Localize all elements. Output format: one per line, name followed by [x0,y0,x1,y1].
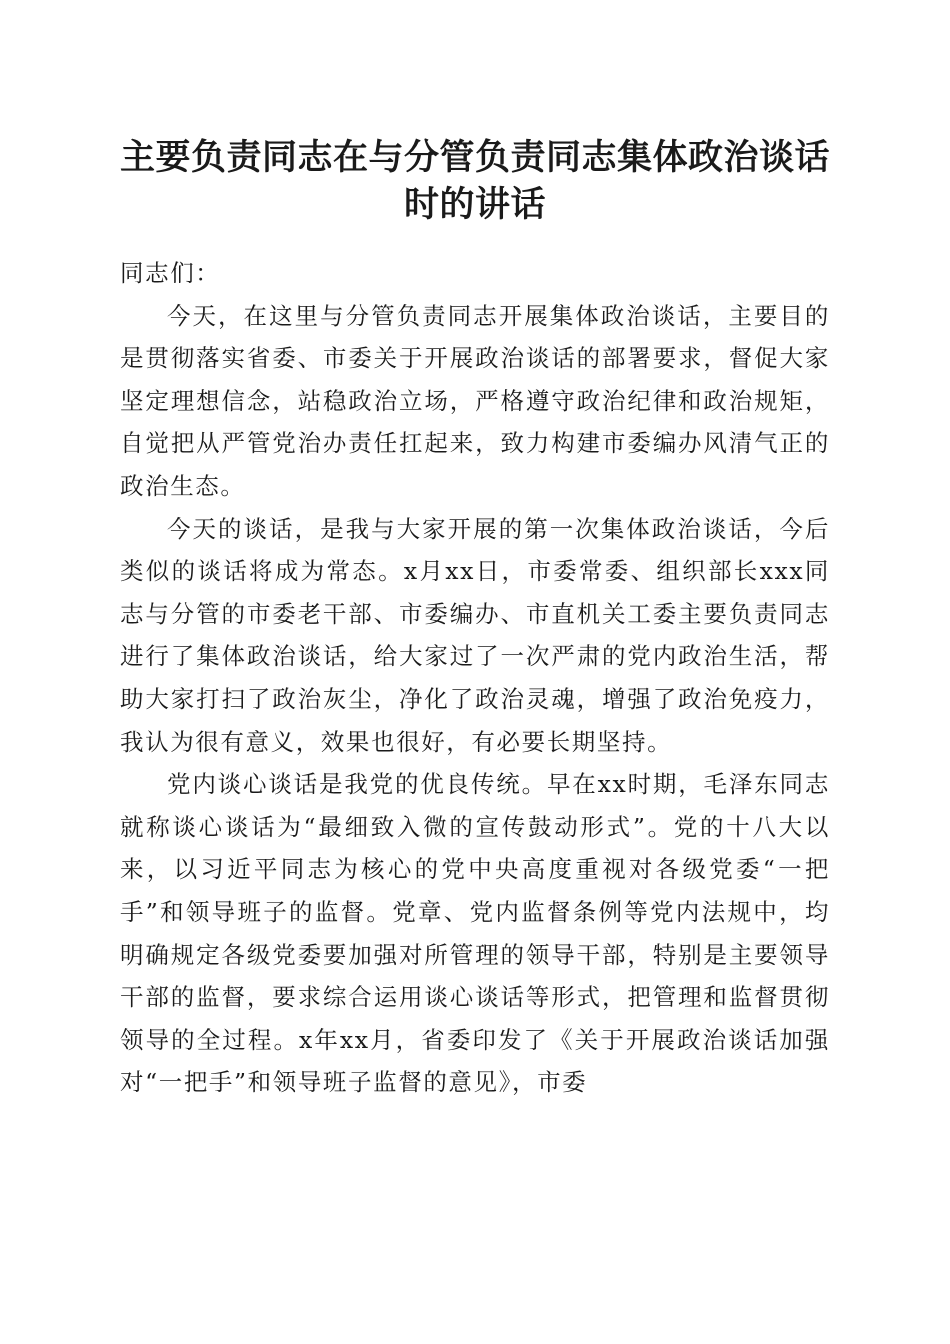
title-line-1: 主要负责同志在与分管负责同志集体政治谈话 [119,137,830,178]
paragraph-2: 今天的谈话，是我与大家开展的第一次集体政治谈话，今后类似的谈话将成为常态。x月xx日，市委常委、组织部长xxx同志与分管的市委老干部、市委编办、市直机关工委主要负责同志进行了集体政治谈话，给大家过了一次严肃的党内政治生活，帮助大家打扫了政治灰尘，净化了政治灵魂，增强了政治免疫力，我认为很有意义，效果也很好，有必要长期坚持。 [120,514,830,756]
title-line-2: 时的讲话 [403,184,546,225]
document-title [110,134,840,228]
paragraph-3: 党内谈心谈话是我党的优良传统。早在xx时期，毛泽东同志就称谈心谈话为“最细致入微的宣传鼓动形式”。党的十八大以来，以习近平同志为核心的党中央高度重视对各级党委“一把手”和领导班子的监督。党章、党内监督条例等党内法规中，均明确规定各级党委要加强对所管理的领导干部，特别是主要领导干部的监督，要求综合运用谈心谈话等形式，把管理和监督贯彻领导的全过程。x年xx月，省委印发了《关于开展政治谈话加强对“一把手”和领导班子监督的意见》，市委 [120,770,830,1097]
document-body [120,252,830,1104]
salutation: 同志们： [120,259,221,287]
paragraph-1: 今天，在这里与分管负责同志开展集体政治谈话，主要目的是贯彻落实省委、市委关于开展政治谈话的部署要求，督促大家坚定理想信念，站稳政治立场，严格遵守政治纪律和政治规矩，自觉把从严管党治办责任扛起来，致力构建市委编办风清气正的政治生态。 [120,301,830,500]
